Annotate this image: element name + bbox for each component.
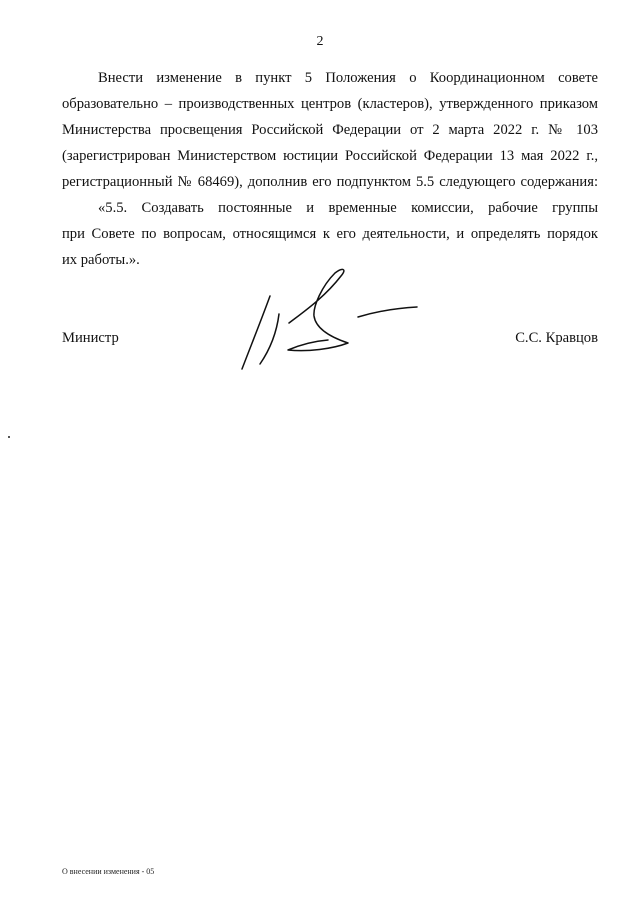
paragraph-amendment [62, 65, 598, 195]
paragraph-line: регистрационный № 68469), дополнив его подпунктом 5.5 следующего содержания: [62, 174, 598, 190]
paragraph-line: при Совете по вопросам, относящимся к его деятельности, и определять порядок [62, 226, 598, 242]
scan-speck [8, 436, 10, 438]
paragraph-line: Министерства просвещения Российской Федерации от 2 марта 2022 г. № 103 [62, 122, 598, 138]
paragraph-line: образовательно – производственных центров (кластеров), утвержденного приказом [62, 96, 598, 112]
paragraph-line: «5.5. Создавать постоянные и временные комиссии, рабочие группы [98, 200, 598, 216]
signer-position: Министр [62, 330, 119, 346]
paragraph-line: их работы.». [62, 252, 140, 268]
paragraph-line: (зарегистрирован Министерством юстиции Российской Федерации 13 мая 2022 г., [62, 148, 598, 164]
paragraph-line: Внести изменение в пункт 5 Положения о Координационном совете [98, 70, 598, 86]
handwritten-signature [236, 268, 426, 372]
page-number: 2 [316, 34, 324, 49]
signature-row [62, 330, 598, 352]
signer-name: С.С. Кравцов [515, 330, 598, 346]
footer-reference: О внесении изменения - 05 [62, 867, 155, 876]
paragraph-quote [62, 195, 598, 273]
